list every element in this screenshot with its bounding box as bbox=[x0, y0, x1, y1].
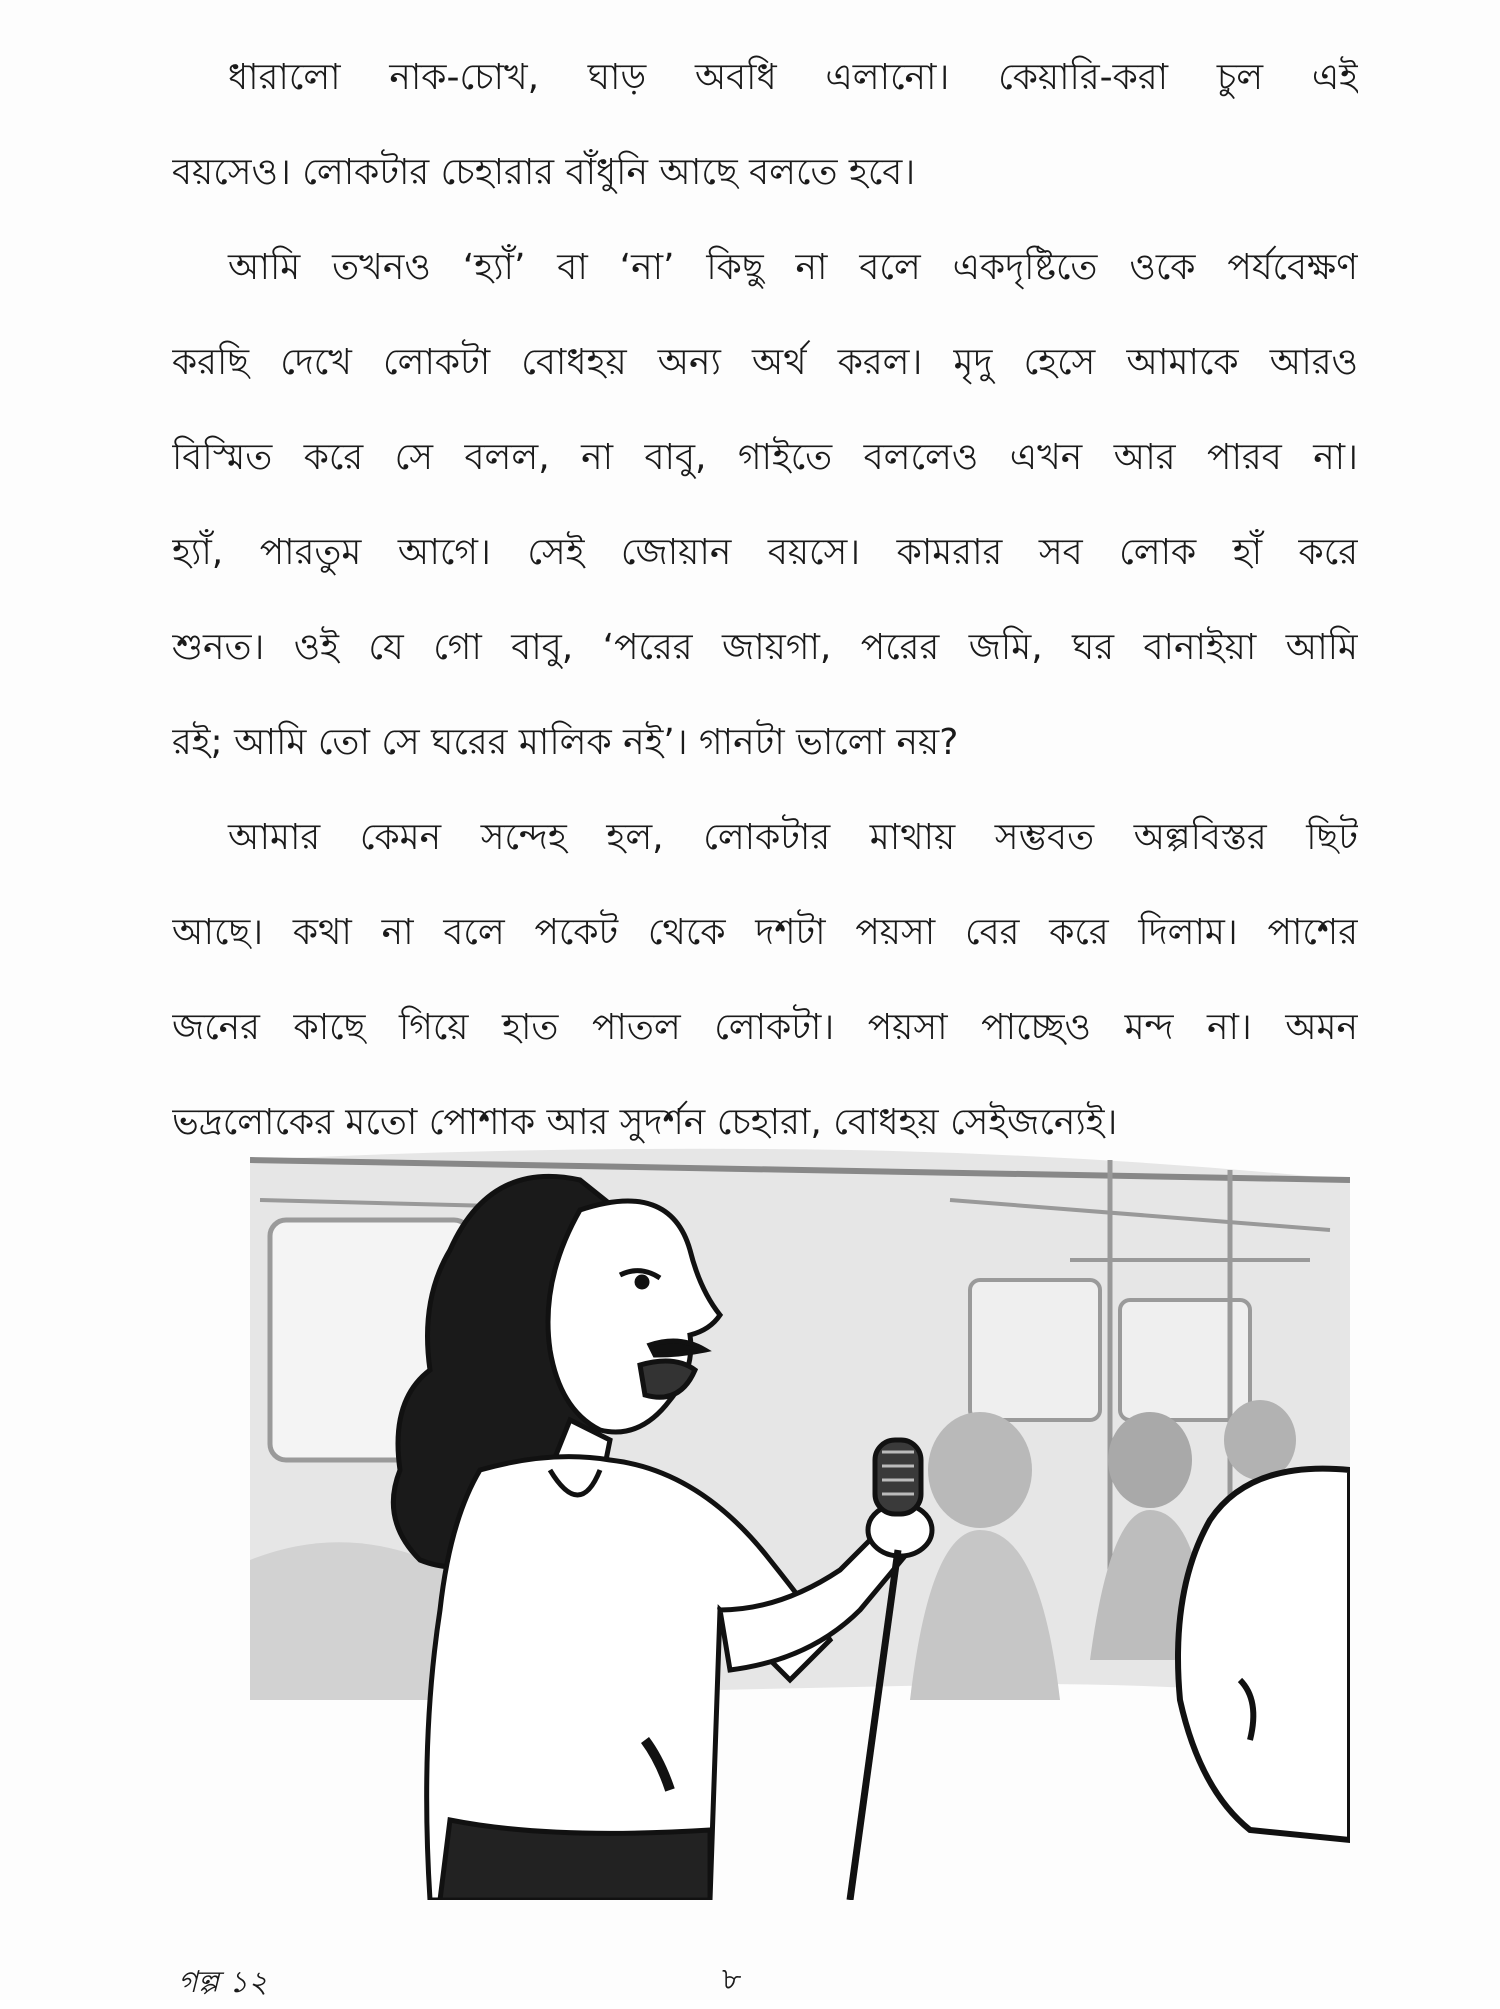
paragraph-2 bbox=[172, 220, 1358, 790]
text-line: ভদ্রলোকের মতো পোশাক আর সুদর্শন চেহারা, বোধহয় সেইজন্যেই। bbox=[172, 1102, 1118, 1143]
text-line: করছি দেখে লোকটা বোধহয় অন্য অর্থ করল। মৃদু হেসে আমাকে আরও bbox=[172, 342, 1358, 383]
text-line: জনের কাছে গিয়ে হাত পাতল লোকটা। পয়সা পাচ্ছেও মন্দ না। অমন bbox=[172, 1007, 1358, 1048]
text-line: হ্যাঁ, পারতুম আগে। সেই জোয়ান বয়সে। কামরার সব লোক হাঁ করে bbox=[172, 532, 1358, 573]
body-text bbox=[172, 30, 1358, 1170]
text-line: বিস্মিত করে সে বলল, না বাবু, গাইতে বললেও এখন আর পারব না। bbox=[172, 437, 1358, 478]
text-line: বয়সেও। লোকটার চেহারার বাঁধুনি আছে বলতে হবে। bbox=[172, 152, 916, 193]
singer-illustration bbox=[250, 1140, 1350, 1900]
text-line: রই; আমি তো সে ঘরের মালিক নই’। গানটা ভালো নয়? bbox=[172, 722, 959, 763]
paragraph-3 bbox=[172, 790, 1358, 1170]
text-line: ধারালো নাক-চোখ, ঘাড় অবধি এলানো। কেয়ারি-করা চুল এই bbox=[228, 57, 1358, 98]
paragraph-1 bbox=[172, 30, 1358, 220]
text-line: আছে। কথা না বলে পকেট থেকে দশটা পয়সা বের করে দিলাম। পাশের bbox=[172, 912, 1358, 953]
book-label: গল্প ১২ bbox=[178, 1965, 268, 2000]
text-line: শুনত। ওই যে গো বাবু, ‘পরের জায়গা, পরের জমি, ঘর বানাইয়া আমি bbox=[172, 627, 1358, 668]
text-line: আমি তখনও ‘হ্যাঁ’ বা ‘না’ কিছু না বলে একদৃষ্টিতে ওকে পর্যবেক্ষণ bbox=[228, 247, 1358, 288]
page-number: ৮ bbox=[722, 1962, 742, 1997]
text-line: আমার কেমন সন্দেহ হল, লোকটার মাথায় সম্ভবত অল্পবিস্তর ছিট bbox=[228, 817, 1358, 858]
